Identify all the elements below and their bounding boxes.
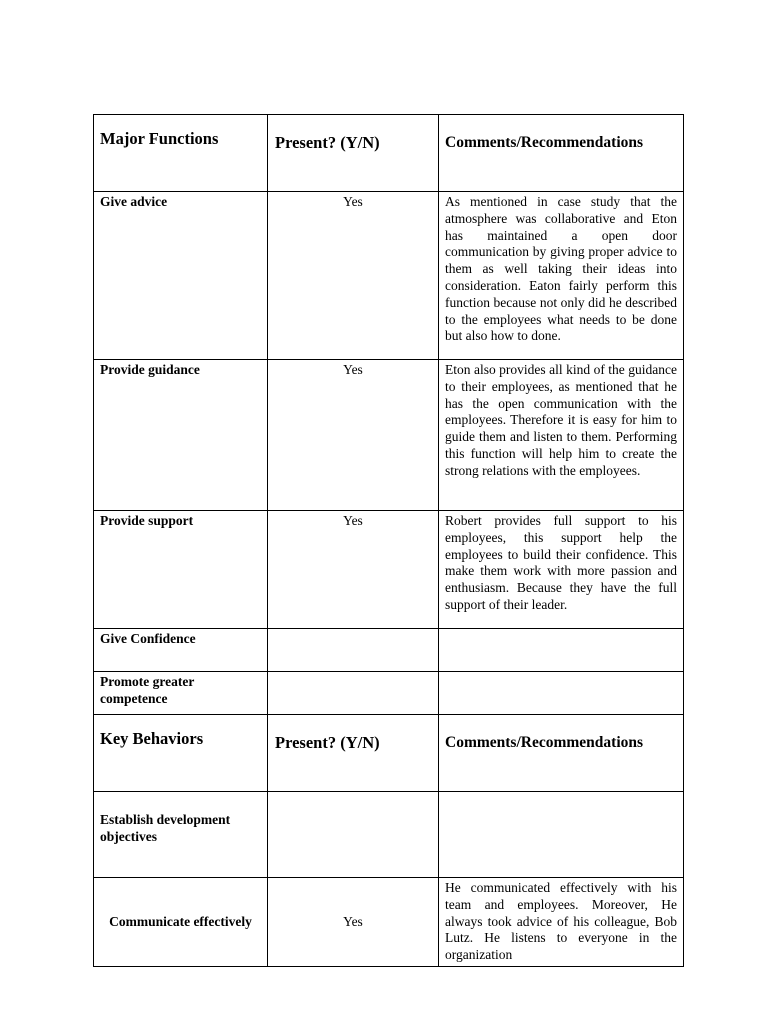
present-value <box>268 672 439 715</box>
table-row <box>94 192 684 360</box>
function-label: Promote greater competence <box>94 672 268 715</box>
behavior-label: Establish development objectives <box>94 792 268 878</box>
function-label: Provide guidance <box>94 360 268 511</box>
section-header-key-behaviors <box>94 715 684 792</box>
header-major-functions: Major Functions <box>94 115 268 192</box>
table-row <box>94 672 684 715</box>
comment-text: He communicated effectively with his team and employees. Moreover, He always took advice of his colleague, Bob Lutz. He listens to everyone in the organization <box>439 878 684 967</box>
table-row <box>94 792 684 878</box>
present-value <box>268 629 439 672</box>
present-value: Yes <box>268 511 439 629</box>
comment-text <box>439 792 684 878</box>
behavior-label: Communicate effectively <box>94 878 268 967</box>
header-present: Present? (Y/N) <box>268 115 439 192</box>
present-value: Yes <box>268 192 439 360</box>
comment-text <box>439 672 684 715</box>
table-row <box>94 629 684 672</box>
present-value: Yes <box>268 360 439 511</box>
comment-text: Eton also provides all kind of the guidance to their employees, as mentioned that he has the open communication with the employees. Therefore it is easy for him to guide them and listen to them. Performing this function will help him to create the strong relations with the employees. <box>439 360 684 511</box>
table-row <box>94 878 684 967</box>
section-header-major-functions <box>94 115 684 192</box>
comment-text <box>439 629 684 672</box>
header-key-behaviors: Key Behaviors <box>94 715 268 792</box>
function-label: Provide support <box>94 511 268 629</box>
present-value <box>268 792 439 878</box>
function-label: Give advice <box>94 192 268 360</box>
table-row <box>94 360 684 511</box>
present-value: Yes <box>268 878 439 967</box>
header-comments: Comments/Recommendations <box>439 115 684 192</box>
comment-text: As mentioned in case study that the atmosphere was collaborative and Eton has maintained a open door communication by giving proper advice to them as well taking their ideas into consideration. Eaton fairly perform this function because not only did he described to the employees what needs to be done but also how to done. <box>439 192 684 360</box>
header-present: Present? (Y/N) <box>268 715 439 792</box>
evaluation-table <box>93 114 684 967</box>
function-label: Give Confidence <box>94 629 268 672</box>
comment-text: Robert provides full support to his employees, this support help the employees to build their confidence. This make them work with more passion and enthusiasm. Because they have the full support of their leader. <box>439 511 684 629</box>
header-comments: Comments/Recommendations <box>439 715 684 792</box>
table-row <box>94 511 684 629</box>
